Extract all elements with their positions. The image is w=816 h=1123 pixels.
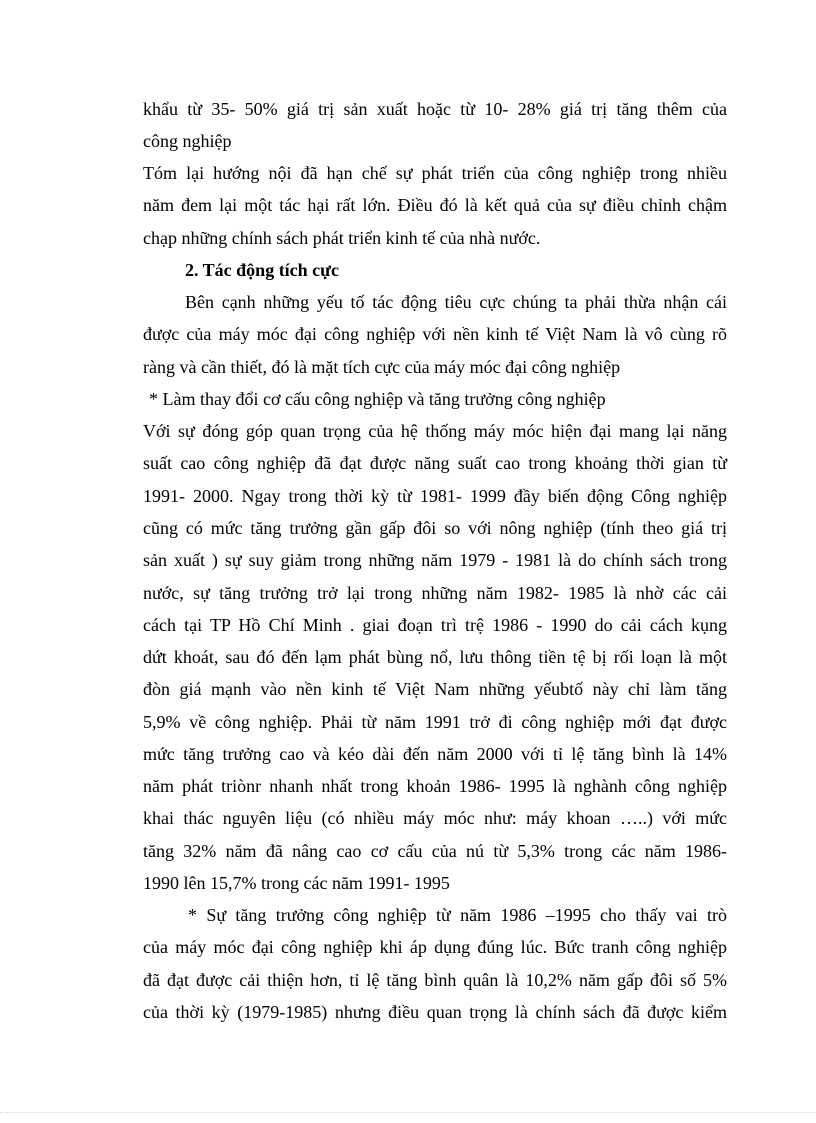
paragraph-line: Với sự đóng góp quan trọng của hệ thống máy móc hiện đại mang lại năng [143,421,727,441]
paragraph-line: mức tăng trưởng cao và kéo dài đến năm 2000 với tỉ lệ tăng bình là 14% [143,744,727,764]
paragraph-line: suất cao công nghiệp đã đạt được năng suất cao trong khoảng thời gian từ [143,453,727,473]
paragraph-line: Bên cạnh những yếu tố tác động tiêu cực chúng ta phải thừa nhận cái [185,292,727,312]
paragraph-line: * Sự tăng trưởng công nghiệp từ năm 1986 –1995 cho thấy vai trò [188,905,727,925]
page-bottom-border [0,1112,816,1113]
paragraph-line: tăng 32% năm đã nâng cao cơ cấu của nú từ 5,3% trong các năm 1986- [143,841,727,861]
paragraph-line: cũng có mức tăng trưởng gần gấp đôi so với nông nghiệp (tính theo giá trị [143,518,727,538]
paragraph-line: khai thác nguyên liệu (có nhiều máy móc như: máy khoan …..) với mức [143,808,727,828]
section-heading: 2. Tác động tích cực [185,260,339,280]
paragraph-line: chạp những chính sách phát triển kinh tế của nhà nước. [143,228,541,248]
paragraph-line: năm đem lại một tác hại rất lớn. Điều đó là kết quả của sự điều chỉnh chậm [143,195,727,215]
paragraph-line: nước, sự tăng trưởng trở lại trong những năm 1982- 1985 là nhờ các cải [143,583,727,603]
paragraph-line: ràng và cần thiết, đó là mặt tích cực của máy móc đại công nghiệp [143,357,621,377]
paragraph-line: của thời kỳ (1979-1985) nhưng điều quan trọng là chính sách đã được kiểm [143,1002,727,1022]
paragraph-line: đòn giá mạnh vào nền kinh tế Việt Nam những yếubtố này chỉ làm tăng [143,679,727,699]
paragraph-line: 1991- 2000. Ngay trong thời kỳ từ 1981- 1999 đầy biến động Công nghiệp [143,486,727,506]
paragraph-line: đã đạt được cải thiện hơn, tỉ lệ tăng bình quân là 10,2% năm gấp đôi số 5% [143,970,727,990]
paragraph-line: sản xuất ) sự suy giảm trong những năm 1979 - 1981 là do chính sách trong [143,550,727,570]
paragraph-line: 5,9% về công nghiệp. Phải từ năm 1991 trở đi công nghiệp mới đạt được [143,712,727,732]
paragraph-line: Tóm lại hướng nội đã hạn chế sự phát triển của công nghiệp trong nhiều [143,163,727,183]
paragraph-line: được của máy móc đại công nghiệp với nền kinh tế Việt Nam là vô cùng rõ [143,324,727,344]
paragraph-line: cách tại TP Hồ Chí Minh . giai đoạn trì trệ 1986 - 1990 do cải cách kụng [143,615,727,635]
paragraph-line: năm phát triònr nhanh nhất trong khoản 1986- 1995 là nghành công nghiệp [143,776,727,796]
paragraph-line: khẩu từ 35- 50% giá trị sản xuất hoặc từ 10- 28% giá trị tăng thêm của [143,99,727,119]
paragraph-line: của máy móc đại công nghiệp khi áp dụng đúng lúc. Bức tranh công nghiệp [143,937,727,957]
paragraph-line: dứt khoát, sau đó đến lạm phát bùng nổ, lưu thông tiền tệ bị rối loạn là một [143,647,727,667]
paragraph-line: công nghiệp [143,131,232,151]
paragraph-line: 1990 lên 15,7% trong các năm 1991- 1995 [143,873,450,893]
bullet-heading: * Làm thay đổi cơ cấu công nghiệp và tăng trưởng công nghiệp [149,389,606,409]
